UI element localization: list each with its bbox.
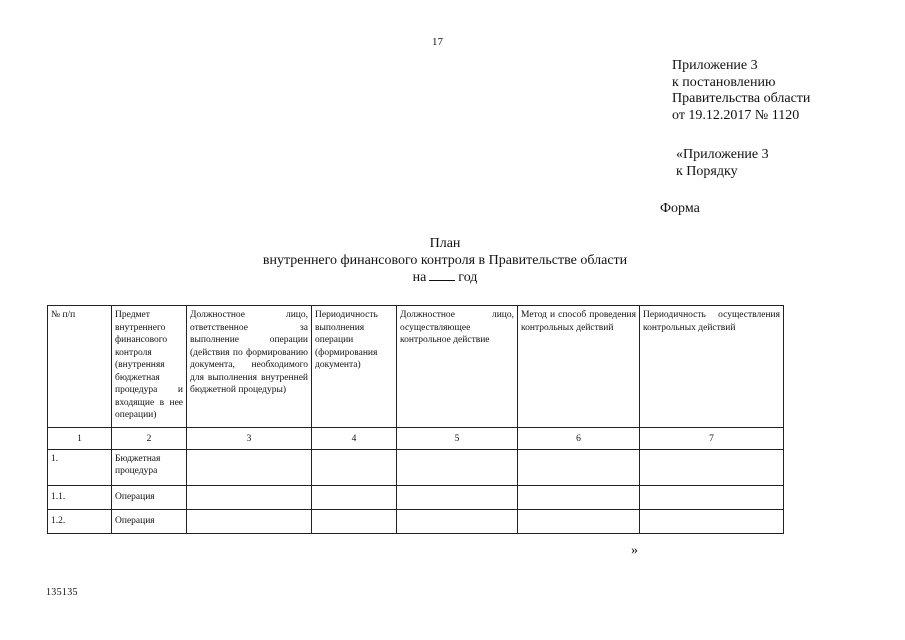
year-blank-field [429,269,455,281]
title-year-line [240,269,650,287]
table-header-row [48,306,784,428]
column-number: 6 [518,428,640,450]
header-cell-operation-frequency: Периодичность выполнения операции (формирования документа) [312,306,397,428]
empty-cell [518,485,640,509]
title-year-prefix: на [412,270,427,285]
column-number: 4 [312,428,397,450]
empty-cell [640,509,784,533]
appendix-line: Приложение 3 [672,58,758,73]
header-cell-responsible-person: Должностное лицо, ответственное за выполнение операции (действия по формированию документа, необходимого для выполнения внутренней бюджетной процедуры) [187,306,312,428]
table-row [48,449,784,485]
appendix-line: к постановлению [672,74,776,90]
empty-cell [640,449,784,485]
table-row [48,485,784,509]
empty-cell [397,509,518,533]
row-number: 1.2. [48,509,112,533]
header-cell-subject: Предмет внутреннего финансового контроля (внутренняя бюджетная процедура и входящие в нее операции) [112,306,187,428]
row-subject: Операция [112,485,187,509]
empty-cell [640,485,784,509]
empty-cell [187,509,312,533]
title-line: План [429,236,461,251]
appendix-line: Правительства области [672,91,811,106]
page-number: 17 [432,36,443,48]
column-number-row [48,428,784,450]
empty-cell [187,449,312,485]
empty-cell [187,485,312,509]
document-code: 135135 [46,587,78,598]
closing-quote: » [631,543,638,558]
title-year-suffix: год [458,270,478,285]
appendix-reference [672,58,810,124]
row-number: 1.1. [48,485,112,509]
header-cell-control-frequency: Периодичность осуществления контрольных действий [640,306,784,428]
row-subject: Бюджетная процедура [112,449,187,485]
appendix-line: от 19.12.2017 № 1120 [672,107,800,123]
form-label: Форма [660,201,700,216]
appendix-order-line: к Порядку [676,163,738,179]
appendix-order-line: «Приложение 3 [676,147,769,162]
empty-cell [518,509,640,533]
empty-cell [397,449,518,485]
column-number: 2 [112,428,187,450]
empty-cell [397,485,518,509]
row-subject: Операция [112,509,187,533]
column-number: 1 [48,428,112,450]
header-cell-controlling-person: Должностное лицо, осуществляющее контрольное действие [397,306,518,428]
document-title [240,236,650,287]
appendix-order-reference [676,147,769,180]
empty-cell [312,449,397,485]
title-line: внутреннего финансового контроля в Правительстве области [262,252,628,268]
plan-table [47,305,784,534]
header-cell-number: № п/п [48,306,112,428]
table-row [48,509,784,533]
empty-cell [518,449,640,485]
empty-cell [312,485,397,509]
column-number: 7 [640,428,784,450]
column-number: 5 [397,428,518,450]
row-number: 1. [48,449,112,485]
column-number: 3 [187,428,312,450]
header-cell-control-method: Метод и способ проведения контрольных действий [518,306,640,428]
empty-cell [312,509,397,533]
